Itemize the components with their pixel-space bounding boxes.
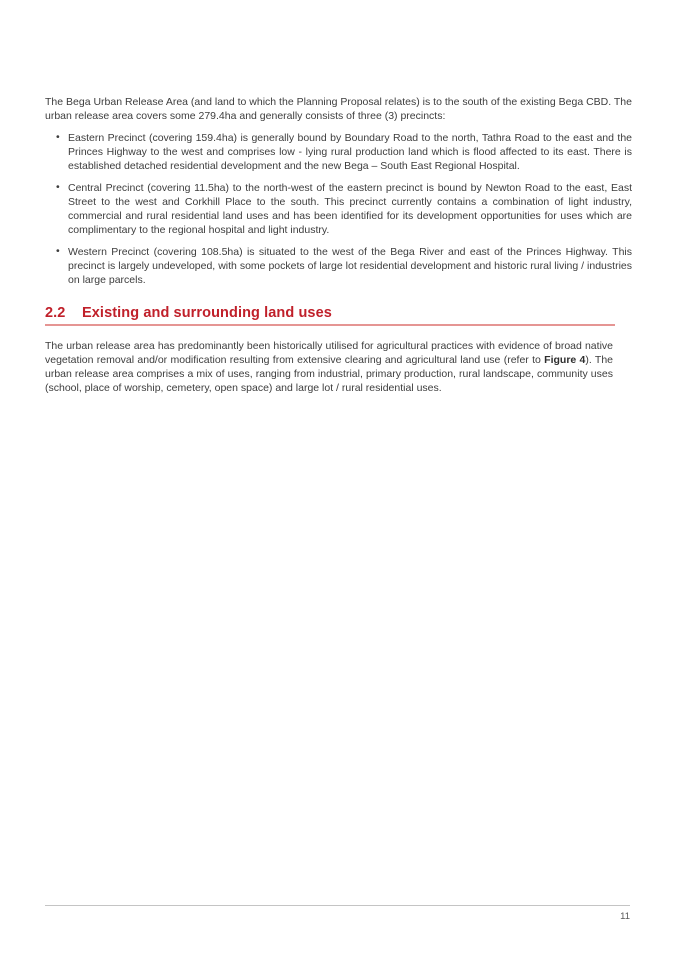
list-item-eastern-precinct [45,131,632,173]
list-item-western-precinct [45,245,632,287]
figure-reference: Figure 4 [544,354,586,366]
section-heading [45,305,615,326]
footer-divider [45,905,630,906]
list-item-central-precinct [45,181,632,237]
list-item-text: Western Precinct (covering 108.5ha) is situated to the west of the Bega River and east of the Princes Highway. This precinct is largely undeveloped, with some pockets of large lot residential development and historic rural living / industries on large parcels. [68,246,632,286]
intro-paragraph: The Bega Urban Release Area (and land to which the Planning Proposal relates) is to the south of the existing Bega CBD. The urban release area covers some 279.4ha and generally consists of three (3) precincts: [45,96,632,122]
bullet-icon: • [56,181,60,193]
bullet-icon: • [56,131,60,143]
page-content [45,95,632,395]
precinct-list [45,131,632,287]
bullet-icon: • [56,245,60,257]
section-title: Existing and surrounding land uses [82,305,332,321]
list-item-text: Central Precinct (covering 11.5ha) to the north-west of the eastern precinct is bound by Newton Road to the east, East Street to the west and Corkhill Place to the south. This precinct currently contains a combination of light industry, commercial and rural residential land uses and has been identified for its development opportunities for uses which are complimentary to the regional hospital and light industry. [68,182,632,236]
page-number: 11 [620,911,630,922]
list-item-text: Eastern Precinct (covering 159.4ha) is generally bound by Boundary Road to the north, Tathra Road to the east and the Princes Highway to the west and comprises low - lying rural production land which is flood affected to its east. There is established detached residential development and the new Bega – South East Regional Hospital. [68,132,632,172]
body-text-after: ). The urban release area comprises a mix of uses, ranging from industrial, primary production, rural landscape, community uses (school, place of worship, cemetery, open space) and large lot / rural residential uses. [45,354,614,394]
section-number: 2.2 [45,305,66,321]
body-paragraph [45,339,613,395]
body-text-before: The urban release area has predominantly been historically utilised for agricultural practices with evidence of broad native vegetation removal and/or modification resulting from extensive clearing and agricultural land use (refer to [45,340,613,366]
